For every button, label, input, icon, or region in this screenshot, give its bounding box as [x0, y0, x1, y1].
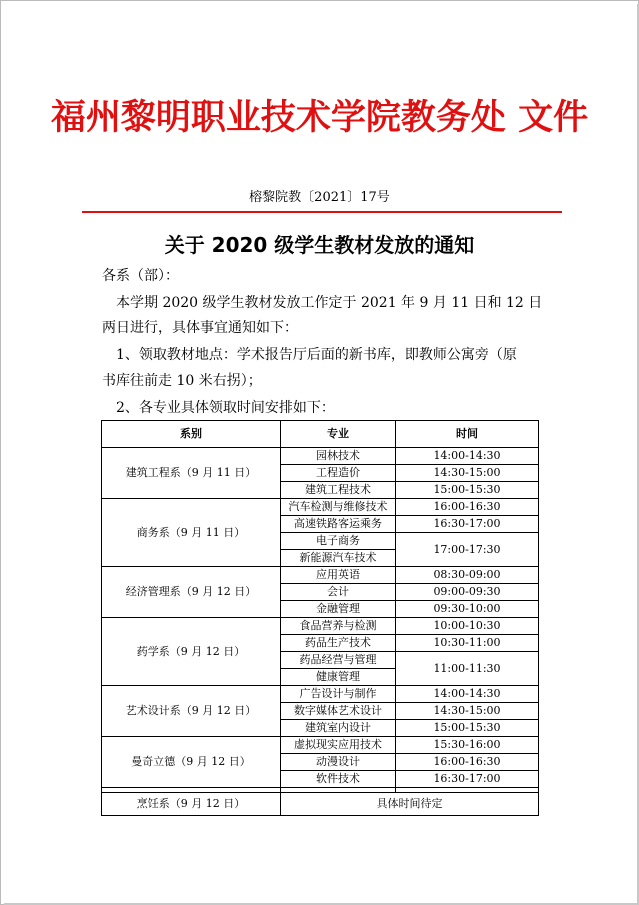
header-dept: 系别 [102, 421, 281, 448]
time-cell: 14:00-14:30 [396, 448, 539, 465]
red-divider [82, 211, 562, 213]
major-cell: 金融管理 [281, 601, 396, 618]
major-cell: 会计 [281, 584, 396, 601]
major-cell: 电子商务 [281, 533, 396, 550]
notice-title: 关于 2020 级学生教材发放的通知 [164, 233, 475, 257]
table-row [102, 567, 539, 584]
paragraph-3: 2、各专业具体领取时间安排如下： [116, 400, 335, 416]
time-cell: 10:00-10:30 [396, 618, 539, 635]
table-row [102, 793, 539, 816]
dept-cell: 药学系（9 月 12 日） [102, 618, 281, 686]
time-cell: 08:30-09:00 [396, 567, 539, 584]
time-cell: 10:30-11:00 [396, 635, 539, 652]
paragraph-1-line-2: 两日进行，具体事宜通知如下： [102, 320, 298, 336]
time-cell: 14:00-14:30 [396, 686, 539, 703]
dept-cell: 曼奇立德（9 月 12 日） [102, 737, 281, 788]
major-cell: 药品经营与管理 [281, 652, 396, 669]
document-number: 榕黎院教〔2021〕17号 [249, 190, 390, 205]
time-cell: 14:30-15:00 [396, 465, 539, 482]
major-cell: 汽车检测与维修技术 [281, 499, 396, 516]
table-row [102, 499, 539, 516]
paragraph-1-line-1: 本学期 2020 级学生教材发放工作定于 2021 年 9 月 11 日和 12 日 [116, 295, 543, 311]
time-cell: 15:00-15:30 [396, 720, 539, 737]
schedule-table [101, 420, 539, 816]
dept-cell: 建筑工程系（9 月 11 日） [102, 448, 281, 499]
major-cell: 软件技术 [281, 771, 396, 788]
major-cell: 工程造价 [281, 465, 396, 482]
paragraph-2-line-2: 书库往前走 10 米右拐）； [102, 373, 262, 389]
major-cell: 建筑工程技术 [281, 482, 396, 499]
time-cell: 11:00-11:30 [396, 652, 539, 686]
table-row [102, 618, 539, 635]
time-cell: 16:30-17:00 [396, 771, 539, 788]
time-cell: 09:00-09:30 [396, 584, 539, 601]
table-row [102, 737, 539, 754]
header-time: 时间 [396, 421, 539, 448]
major-cell: 新能源汽车技术 [281, 550, 396, 567]
major-cell: 建筑室内设计 [281, 720, 396, 737]
time-cell: 15:30-16:00 [396, 737, 539, 754]
major-cell: 应用英语 [281, 567, 396, 584]
table-row [102, 686, 539, 703]
pending-note-cell: 具体时间待定 [281, 793, 539, 816]
major-cell: 高速铁路客运乘务 [281, 516, 396, 533]
major-cell: 园林技术 [281, 448, 396, 465]
table-row [102, 448, 539, 465]
addressee: 各系（部）： [102, 268, 179, 284]
major-cell: 虚拟现实应用技术 [281, 737, 396, 754]
time-cell: 16:00-16:30 [396, 499, 539, 516]
time-cell: 14:30-15:00 [396, 703, 539, 720]
major-cell: 数字媒体艺术设计 [281, 703, 396, 720]
time-cell: 16:00-16:30 [396, 754, 539, 771]
header-major: 专业 [281, 421, 396, 448]
dept-cell: 商务系（9 月 11 日） [102, 499, 281, 567]
time-cell: 09:30-10:00 [396, 601, 539, 618]
dept-cell: 艺术设计系（9 月 12 日） [102, 686, 281, 737]
major-cell: 药品生产技术 [281, 635, 396, 652]
dept-cell: 经济管理系（9 月 12 日） [102, 567, 281, 618]
time-cell: 17:00-17:30 [396, 533, 539, 567]
major-cell: 动漫设计 [281, 754, 396, 771]
paragraph-2-line-1: 1、领取教材地点：学术报告厅后面的新书库，即教师公寓旁（原 [116, 347, 517, 363]
dept-cell: 烹饪系（9 月 12 日） [102, 793, 281, 816]
major-cell: 广告设计与制作 [281, 686, 396, 703]
major-cell: 健康管理 [281, 669, 396, 686]
table-header-row [102, 421, 539, 448]
time-cell: 15:00-15:30 [396, 482, 539, 499]
time-cell: 16:30-17:00 [396, 516, 539, 533]
major-cell: 食品营养与检测 [281, 618, 396, 635]
document-header-title: 福州黎明职业技术学院教务处 文件 [50, 98, 589, 138]
